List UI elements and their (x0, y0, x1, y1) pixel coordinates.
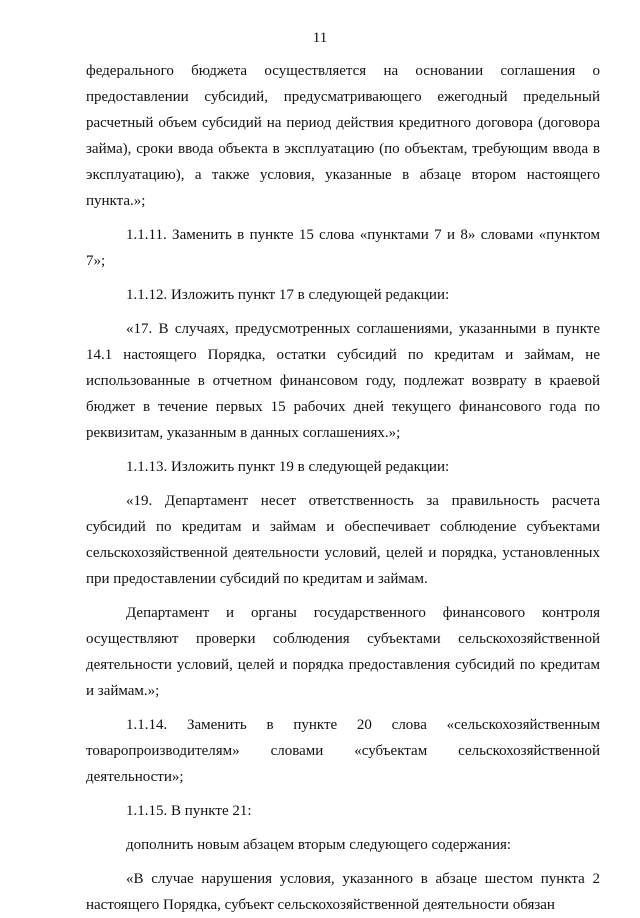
paragraph-1-1-11: 1.1.11. Заменить в пункте 15 слова «пунктами 7 и 8» словами «пунктом 7»; (86, 227, 600, 269)
document-body (86, 58, 600, 918)
paragraph-1-1-14: 1.1.14. Заменить в пункте 20 слова «сельскохозяйственным товаропроизводителям» словами «субъектам сельскохозяйственной деятельности»; (86, 717, 600, 785)
paragraph-clause-19: «19. Департамент несет ответственность за правильность расчета субсидий по кредитам и займам и обеспечивает соблюдение субъектами сельскохозяйственной деятельности условий, целей и порядка, установленных при предоставлении субсидий по кредитам и займам. (86, 493, 600, 587)
paragraph-clause-19-second: Департамент и органы государственного финансового контроля осуществляют проверки соблюдения субъектами сельскохозяйственной деятельности условий, целей и порядка предоставления субсидий по кредитам и займам.»; (86, 605, 600, 699)
paragraph-continuation: федерального бюджета осуществляется на основании соглашения о предоставлении субсидий, предусматривающего ежегодный предельный расчетный объем субсидий на период действия кредитного договора (договора займа), сроки ввода объекта в эксплуатацию (по объектам, требующим ввода в эксплуатацию), а также условия, указанные в абзаце втором настоящего пункта.»; (86, 63, 600, 209)
paragraph-violation: «В случае нарушения условия, указанного в абзаце шестом пункта 2 настоящего Порядка, субъект сельскохозяйственной деятельности обязан (86, 871, 600, 913)
paragraph-1-1-12: 1.1.12. Изложить пункт 17 в следующей редакции: (126, 287, 450, 303)
paragraph-add-second: дополнить новым абзацем вторым следующего содержания: (126, 837, 512, 853)
paragraph-1-1-13: 1.1.13. Изложить пункт 19 в следующей редакции: (126, 459, 450, 475)
paragraph-1-1-15: 1.1.15. В пункте 21: (126, 803, 252, 819)
page-number: 11 (312, 30, 328, 46)
paragraph-clause-17: «17. В случаях, предусмотренных соглашениями, указанными в пункте 14.1 настоящего Порядка, остатки субсидий по кредитам и займам, не использованные в отчетном финансовом году, подлежат возврату в краевой бюджет в течение первых 15 рабочих дней текущего финансового года по реквизитам, указанным в данных соглашениях.»; (86, 321, 600, 441)
